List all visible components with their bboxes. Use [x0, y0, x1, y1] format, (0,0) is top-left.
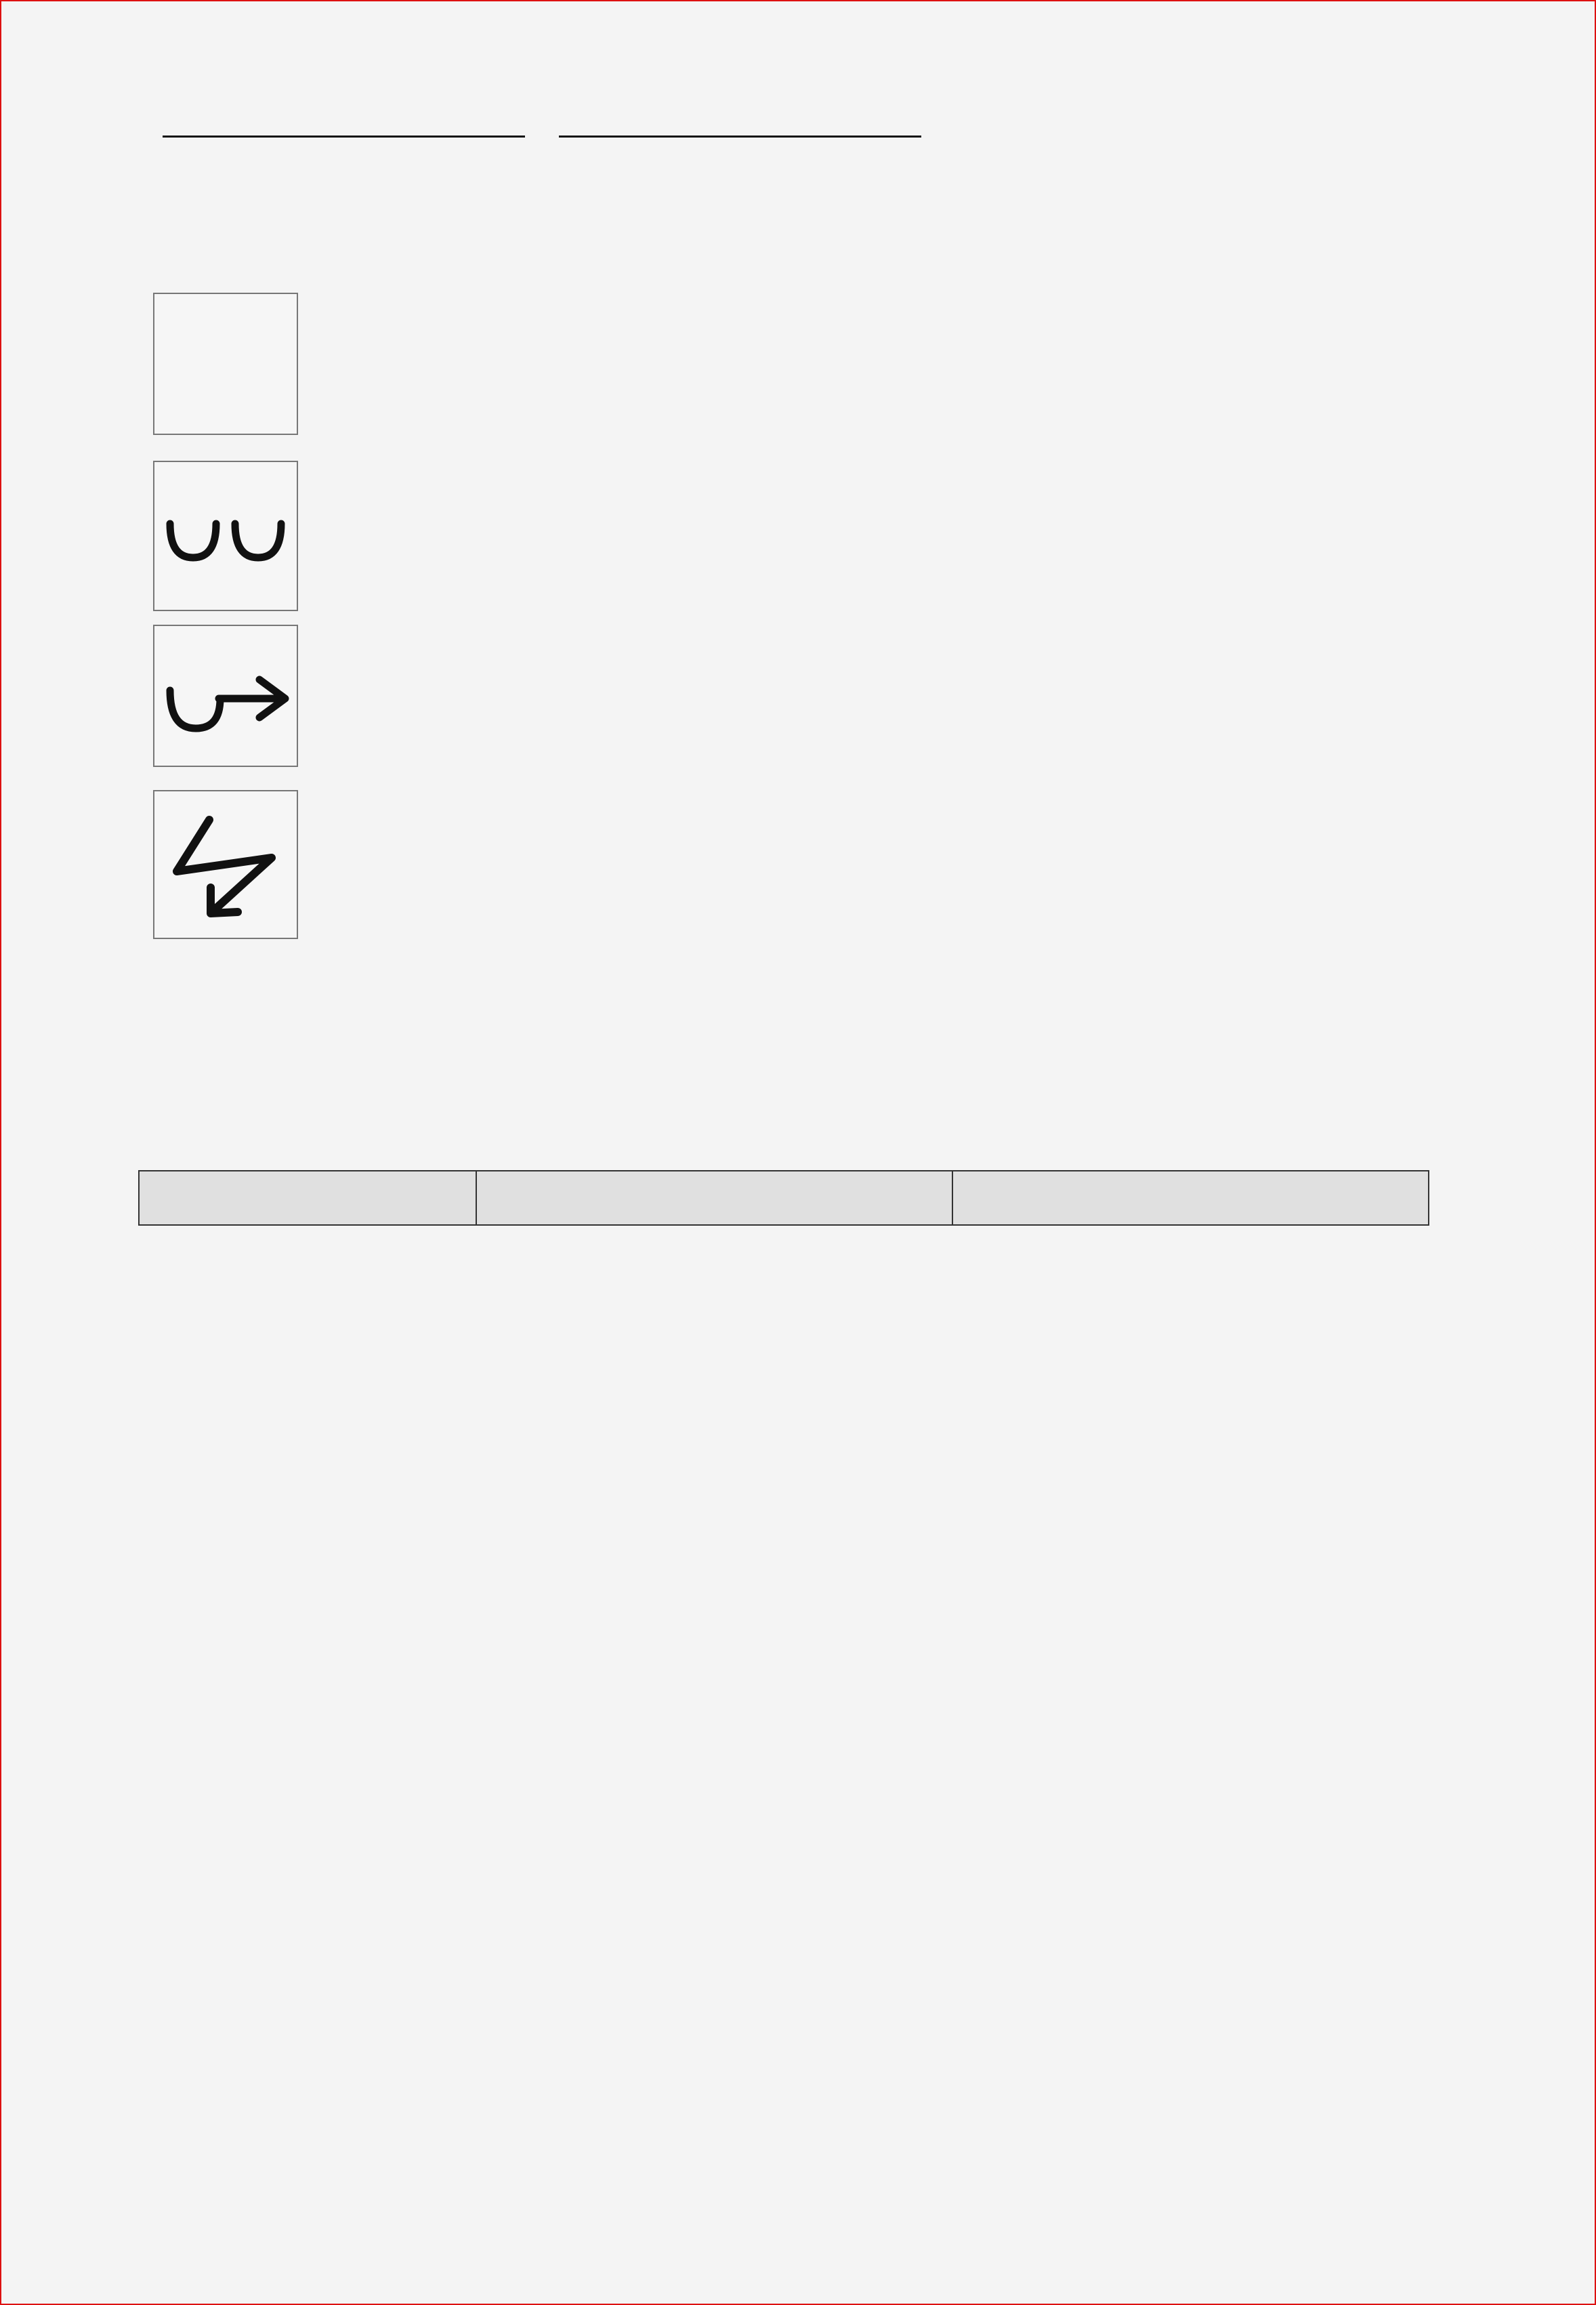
- extend-icon-box: [153, 625, 298, 767]
- name-date-row: [153, 96, 946, 138]
- extend-word-arrow-icon: [158, 642, 293, 750]
- column-header: [952, 1171, 1429, 1225]
- column-header: [139, 1171, 476, 1225]
- syllable-arcs-icon: [158, 482, 293, 590]
- syllable-icon-box: [153, 461, 298, 611]
- date-field[interactable]: [559, 96, 921, 138]
- error-words-table: [138, 1170, 1429, 1226]
- name-field[interactable]: [163, 96, 525, 138]
- derive-word-arrow-icon: [158, 804, 293, 926]
- column-header: [476, 1171, 952, 1225]
- capitalization-icon-box: [153, 293, 298, 435]
- table-header-row: [139, 1171, 1429, 1225]
- derive-icon-box: [153, 790, 298, 939]
